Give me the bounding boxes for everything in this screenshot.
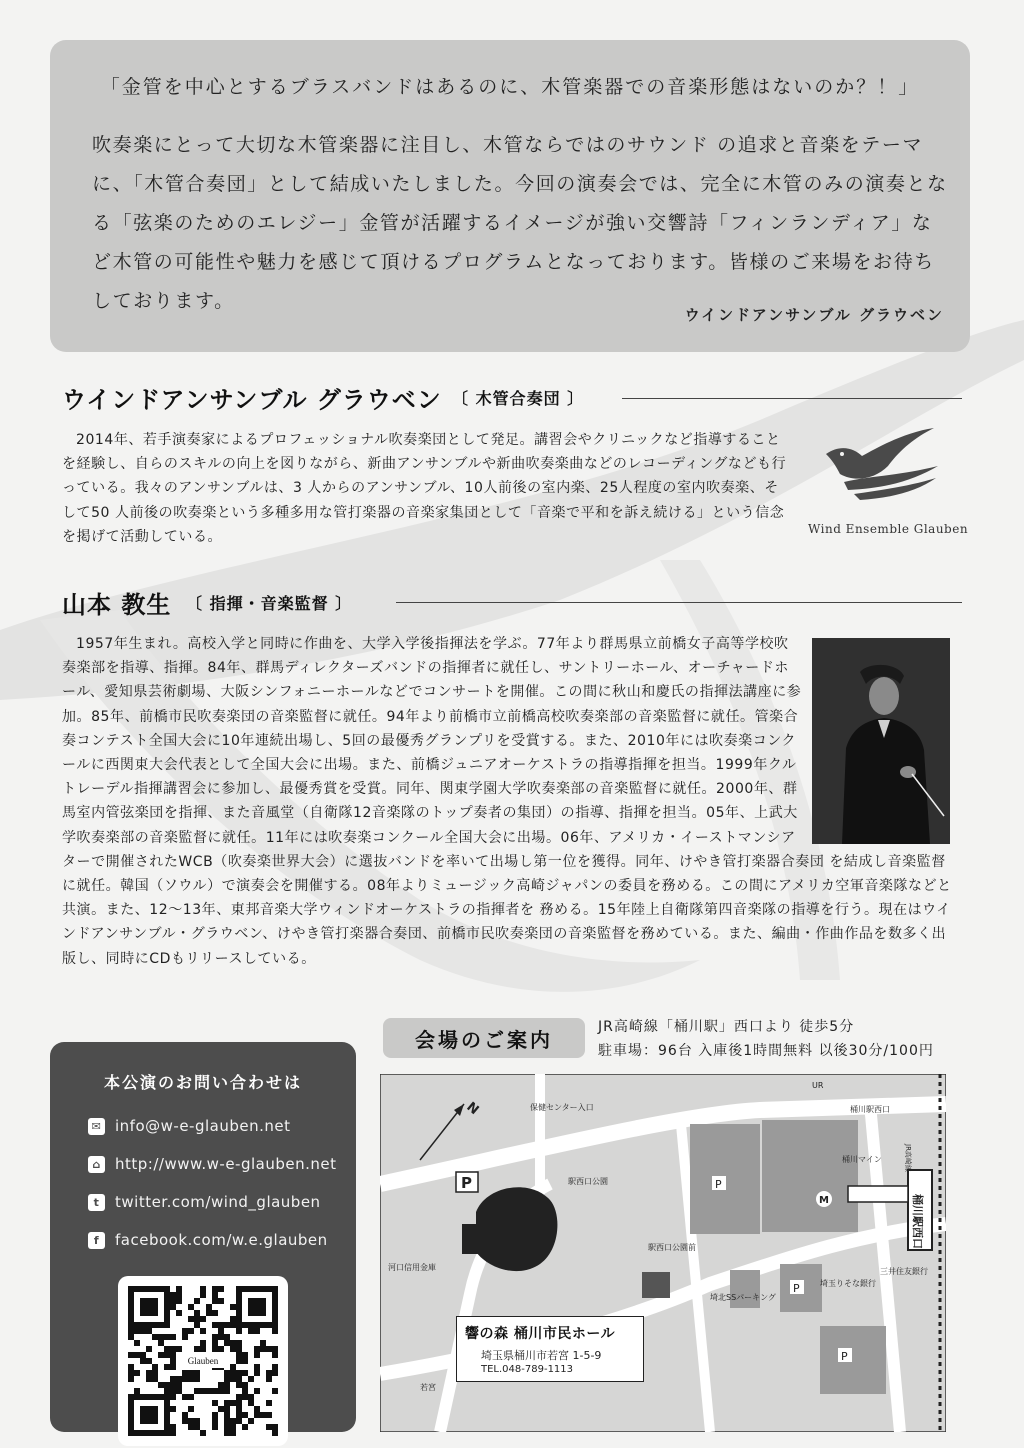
- svg-text:M: M: [819, 1195, 829, 1206]
- map-label-station-west: 桶川駅西口: [850, 1105, 890, 1114]
- map-label-ekinishi-park-mae: 駅西口公園前: [648, 1243, 696, 1252]
- intro-box: [50, 40, 970, 352]
- qr-code[interactable]: [118, 1276, 288, 1446]
- contact-box: [50, 1042, 356, 1432]
- twitter-text: twitter.com/wind_glauben: [115, 1193, 321, 1211]
- conductor-name: 山本 教生: [62, 590, 172, 619]
- venue-parking: 駐車場：96台 入庫後1時間無料 以後30分/100円: [598, 1043, 934, 1059]
- home-icon: ⌂: [88, 1156, 105, 1173]
- map-label-ur: UR: [812, 1081, 824, 1090]
- conductor-divider: [396, 602, 962, 603]
- web-text: http://www.w-e-glauben.net: [115, 1155, 337, 1173]
- intro-body: 吹奏楽にとって大切な木管楽器に注目し、木管ならではのサウンド の追求と音楽をテーマに、「木管合奏団」として結成いたしました。今回の演奏会では、完全に木管のみの演奏となる「弦楽のためのエレジー」金管が活躍するイメージが強い交響詩「フィンランディア」など木管の可能性や魅力を感じて頂けるプログラムとなっております。皆様のご来場をお待ちしております。: [92, 134, 948, 312]
- svg-text:P: P: [841, 1350, 848, 1363]
- venue-title: 会場のご案内: [383, 1018, 585, 1058]
- facebook-text: facebook.com/w.e.glauben: [115, 1231, 328, 1249]
- svg-text:P: P: [793, 1282, 800, 1295]
- contact-web[interactable]: [88, 1150, 337, 1178]
- map-label-mitsui: 三井住友銀行: [880, 1267, 928, 1276]
- venue-access: JR高崎線「桶川駅」西口より 徒歩5分: [598, 1019, 855, 1035]
- map-station-vertical: 桶川駅西口: [911, 1194, 924, 1249]
- map-parking-p: P: [461, 1174, 472, 1192]
- svg-text:Glauben: Glauben: [187, 1356, 219, 1366]
- map-jr-line: JR高崎線: [904, 1144, 912, 1172]
- twitter-icon: t: [88, 1194, 105, 1211]
- contact-email[interactable]: [88, 1112, 290, 1140]
- map-north-label: N: [463, 1099, 482, 1119]
- hall-tel: TEL.048-789-1113: [481, 1364, 574, 1375]
- qr-code-icon: [128, 1286, 278, 1436]
- contact-title: 本公演のお問い合わせは: [103, 1073, 302, 1092]
- intro-signature: ウインドアンサンブル グラウベン: [684, 306, 944, 324]
- ensemble-divider: [622, 398, 962, 399]
- mail-icon: ✉: [88, 1118, 105, 1135]
- ensemble-title: ウインドアンサンブル グラウベン: [62, 385, 442, 414]
- logo-caption: Wind Ensemble Glauben: [808, 522, 969, 536]
- contact-facebook[interactable]: [88, 1226, 328, 1254]
- conductor-body: 1957年生まれ。高校入学と同時に作曲を、大学入学後指揮法を学ぶ。77年より群馬県立前橋女子高等学校吹奏楽部を指導、指揮。84年、群馬ディレクターズバンドの指揮者に就任し、サントリーホール、オーチャードホール、愛知県芸術劇場、大阪シンフォニーホールなどでコンサートを開催。この間に秋山和慶氏の指揮法講座に参加。85年、前橋市民吹奏楽団の音楽監督に就任。94年より前橋市立前橋高校吹奏楽部の音楽監督に就任。管楽合奏コンテスト全国大会に10年連続出場し、5回の最優秀グランプリを受賞する。また、2010年には吹奏楽コンクールに西関東大会代表として全国大会に出場。また、前橋ジュニアオーケストラの指導指揮を担当。1999年クルトレーデル指揮講習会に参加し、最優秀賞を受賞。同年、関東学園大学吹奏楽部の音楽監督に就任。2000年、群馬室内管弦楽団を指揮、また音風堂（自衛隊12音楽隊のトップ奏者の集団）の指導、指揮を担当。05年、上武大学吹奏楽部の音楽監督に就任。11年には吹奏楽コンクール全国大会に出場。06年、アメリカ・イーストマンシアターで開催されたWCB（吹奏楽世界大会）に選抜バンドを率いて出場し第一位を獲得。同年、けやき管打楽器合奏団 を結成し音楽監督に就任。韓国（ソウル）で演奏会を開催する。08年よりミュージック高崎ジャパンの委員を務める。この間にアメリカ空軍音楽隊などと共演。また、12～13年、東邦音楽大学ウィンドオーケストラの指揮者を 務める。15年陸上自衛隊第四音楽隊の指導を行う。現在はウインドアンサンブル・グラウベン、けやき管打楽器合奏団、前橋市民吹奏楽団の音楽監督を務めている。また、編曲・作曲作品を数多く出版し、同時にCDもリリースしている。: [62, 636, 952, 967]
- svg-text:P: P: [715, 1178, 722, 1191]
- facebook-icon: f: [88, 1232, 105, 1249]
- map-label-hokencenter: 保健センター入口: [530, 1103, 594, 1112]
- conductor-subtitle: 〔 指揮・音楽監督 〕: [186, 594, 353, 613]
- ensemble-subtitle: 〔 木管合奏団 〕: [452, 389, 585, 408]
- map-label-saikita-parking: 埼北SSパーキング: [710, 1293, 776, 1302]
- hall-name: 響の森 桶川市民ホール: [465, 1326, 616, 1342]
- map-label-wakamiya: 若宮: [420, 1383, 436, 1392]
- hall-address: 埼玉県桶川市若宮 1-5-9: [481, 1349, 602, 1362]
- intro-headline: 「金管を中心とするブラスバンドはあるのに、木管楽器での音楽形態はないのか？！」: [100, 76, 920, 98]
- bird-logo-icon: [818, 410, 958, 510]
- hall-info-box: [456, 1316, 644, 1382]
- map-label-okegawa-main: 桶川マイン: [842, 1155, 882, 1164]
- map-label-park: 駅西口公園: [568, 1177, 608, 1186]
- contact-twitter[interactable]: [88, 1188, 321, 1216]
- email-text: info@w-e-glauben.net: [115, 1117, 291, 1135]
- map-label-saitama-resona: 埼玉りそな銀行: [820, 1279, 876, 1288]
- ensemble-body: 2014年、若手演奏家によるプロフェッショナル吹奏楽団として発足。講習会やクリニックなど指導することを経験し、自らのスキルの向上を図りながら、新曲アンサンブルや新曲吹奏楽曲などのレコーディングなども行っている。我々のアンサンブルは、3 人からのアンサンブル、10人前後の室内楽、25人程度の室内吹奏楽、そして50 人前後の吹奏楽という多種多用な管打楽器の音楽家集団として「音楽で平和を訴え続ける」という信念を掲げて活動している。: [62, 432, 787, 545]
- map-label-kaguchi: 河口信用金庫: [388, 1263, 436, 1272]
